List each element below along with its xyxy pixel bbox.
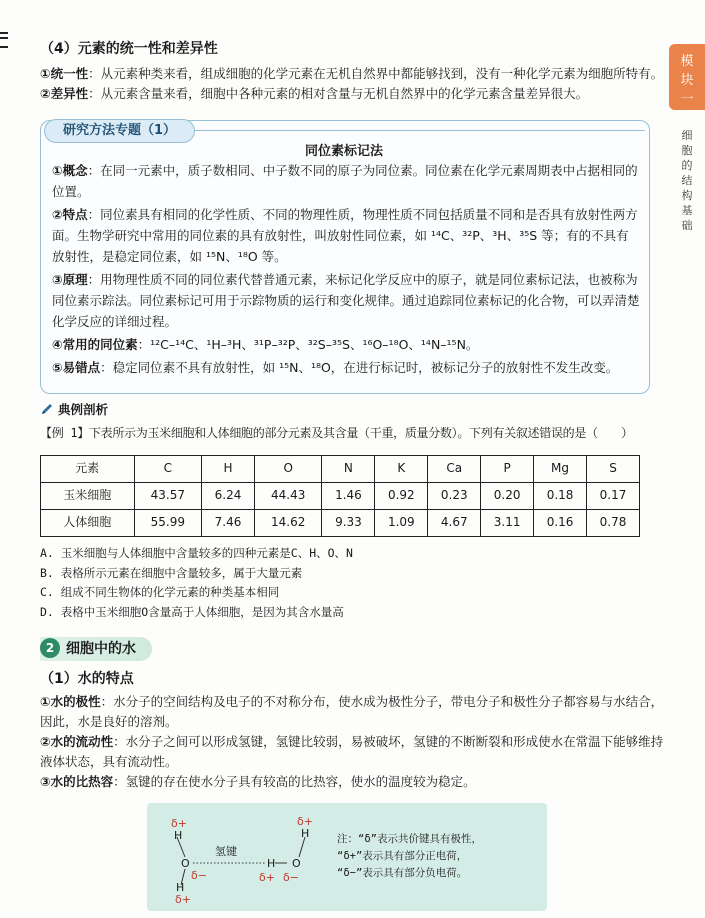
table-cell: 44.43: [254, 483, 322, 510]
table-header-cell: Mg: [534, 456, 587, 483]
table-cell: 0.16: [534, 510, 587, 537]
table-header-cell: P: [481, 456, 534, 483]
table-cell: 7.46: [202, 510, 255, 537]
method-tab: 研究方法专题（1）: [44, 119, 195, 143]
method-p4: [52, 334, 640, 355]
p4-label: ④常用的同位素: [52, 337, 138, 352]
p3-label: ③原理: [52, 272, 88, 287]
p1-text: ：在同一元素中，质子数相同、中子数不同的原子为同位素。同位素在化学元素周期表中占据相同的位置。: [52, 163, 638, 199]
section-title: 细胞中的水: [66, 641, 136, 657]
p4-text: ：¹²C–¹⁴C、¹H–³H、³¹P–³²P、³²S–³⁵S、¹⁶O–¹⁸O、¹⁴N–¹⁵N。: [137, 337, 479, 352]
method-title: 同位素标记法: [304, 144, 383, 159]
example-question: 【例 1】下表所示为玉米细胞和人体细胞的部分元素及其含量（干重，质量分数）。下列有关叙述错误的是（ ）: [40, 426, 633, 440]
table-header-cell: H: [202, 456, 255, 483]
table-cell: 1.09: [375, 510, 428, 537]
table-cell: 1.46: [322, 483, 375, 510]
water-p2: [40, 732, 670, 772]
p5-label: ⑤易错点: [52, 360, 101, 375]
atom-label: H: [301, 827, 310, 840]
pen-icon: [40, 402, 54, 416]
method-p2: [52, 204, 640, 267]
water-section: [40, 668, 670, 792]
table-cell: 人体细胞: [41, 510, 135, 537]
diff-label: ②差异性: [40, 86, 89, 102]
module-tab: [669, 44, 705, 110]
table-header-cell: O: [254, 456, 322, 483]
table-header-cell: K: [375, 456, 428, 483]
polarity-label: ①水的极性: [40, 694, 101, 710]
atom-label: H: [174, 829, 183, 842]
water-subheading: （1）水的特点: [40, 671, 134, 687]
method-p5: [52, 357, 640, 378]
unity-paragraph: [40, 64, 670, 84]
p5-text: ：稳定同位素不具有放射性，如 ¹⁵N、¹⁸O，在进行标记时，被标记分子的放射性不发生改变。: [100, 360, 619, 375]
bond-label: 氢键: [215, 845, 237, 858]
table-cell: 0.92: [375, 483, 428, 510]
module-label-char: 结: [681, 174, 693, 187]
option-d: D. 表格中玉米细胞O含量高于人体细胞，是因为其含水量高: [40, 604, 344, 619]
option-c: C. 组成不同生物体的化学元素的种类基本相同: [40, 585, 280, 599]
module-tab-char: 一: [680, 92, 694, 107]
option-a: A. 玉米细胞与人体细胞中含量较多的四种元素是C、H、O、N: [40, 546, 353, 560]
charge-label: δ−: [191, 869, 207, 882]
box-divider: [175, 130, 645, 131]
p2-label: ②特点: [52, 207, 88, 222]
table-cell: 0.20: [481, 483, 534, 510]
polarity-text: ：水分子的空间结构及电子的不对称分布，使水成为极性分子，带电分子和极性分子都容易与水结合，因此，水是良好的溶剂。: [40, 694, 664, 730]
charge-label: δ+: [175, 893, 191, 906]
table-cell: 9.33: [322, 510, 375, 537]
table-cell: 玉米细胞: [41, 483, 135, 510]
diagram-note: [337, 831, 542, 882]
hydrogen-bond-diagram: [147, 803, 547, 911]
heat-text: ：氢键的存在使水分子具有较高的比热容，使水的温度较为稳定。: [113, 774, 476, 790]
table-cell: 4.67: [428, 510, 481, 537]
heat-label: ③水的比热容: [40, 774, 114, 790]
module-label-char: 细: [681, 129, 693, 142]
table-header-cell: C: [134, 456, 202, 483]
fluidity-text: ：水分子之间可以形成氢键，氢键比较弱，易被破坏，氢键的不断断裂和形成使水在常温下能够维持液体状态，具有流动性。: [40, 734, 664, 770]
table-header-cell: 元素: [41, 456, 135, 483]
binding-mark: [0, 32, 8, 48]
diff-text: ：从元素含量来看，细胞中各种元素的相对含量与无机自然界中的化学元素含量差异很大。: [88, 86, 589, 102]
module-label-char: 的: [681, 159, 693, 172]
section-heading: （4）元素的统一性和差异性: [40, 41, 218, 57]
module-tab-char: 块: [680, 73, 694, 88]
section-number: 2: [40, 638, 60, 658]
section-unity: [40, 38, 670, 104]
module-label-char: 础: [681, 219, 693, 232]
table-header-cell: Ca: [428, 456, 481, 483]
note-line: “δ+”表示具有部分正电荷，: [337, 850, 468, 862]
p3-text: ：用物理性质不同的同位素代替普通元素，来标记化学反应中的原子，就是同位素标记法，也被称为同位素示踪法。同位素标记可用于示踪物质的运行和变化规律。通过追踪同位素标记的化合物，可以弄清楚化学反应的详细过程。: [52, 272, 640, 329]
example-heading-row: [40, 400, 670, 420]
unity-text: ：从元素种类来看，组成细胞的化学元素在无机自然界中都能够找到，没有一种化学元素为细胞所特有。: [88, 66, 664, 82]
atom-label: H: [176, 881, 185, 894]
water-p3: [40, 772, 670, 792]
table-row: [41, 510, 640, 537]
section-badge: [40, 637, 152, 661]
water-p1: [40, 692, 670, 732]
table-cell: 14.62: [254, 510, 322, 537]
charge-label: δ−: [283, 871, 299, 884]
option-b: B. 表格所示元素在细胞中含量较多，属于大量元素: [40, 565, 303, 580]
table-header-cell: N: [322, 456, 375, 483]
example-heading: 典例剖析: [57, 402, 108, 417]
module-label-char: 构: [681, 189, 693, 202]
table-cell: 0.23: [428, 483, 481, 510]
atom-label: O: [181, 857, 190, 870]
table-cell: 3.11: [481, 510, 534, 537]
unity-label: ①统一性: [40, 66, 89, 82]
note-line: “δ−”表示具有部分负电荷。: [337, 867, 468, 879]
table-cell: 6.24: [202, 483, 255, 510]
atom-label: O: [292, 857, 301, 870]
table-cell: 55.99: [134, 510, 202, 537]
p1-label: ①概念: [52, 163, 88, 178]
table-header-row: [41, 456, 640, 483]
method-p1: [52, 160, 640, 202]
table-cell: 0.78: [587, 510, 640, 537]
p2-text: ：同位素具有相同的化学性质、不同的物理性质，物理性质不同包括质量不同和是否具有放射性两方面。生物学研究中常用的同位素的具有放射性，叫放射性同位素，如 ¹⁴C、³²P、³H、³⁵S 等；有的不具有放射性，是稳定同位素，如 ¹⁵N、¹⁸O 等。: [52, 207, 638, 264]
table-cell: 0.17: [587, 483, 640, 510]
table-header-cell: S: [587, 456, 640, 483]
note-line: 注：“δ”表示共价键具有极性，: [337, 833, 482, 845]
charge-label: δ+: [259, 871, 275, 884]
table-row: [41, 483, 640, 510]
module-label: [675, 128, 699, 233]
table-cell: 0.18: [534, 483, 587, 510]
table-cell: 43.57: [134, 483, 202, 510]
module-tab-char: 模: [680, 54, 694, 69]
fluidity-label: ②水的流动性: [40, 734, 114, 750]
element-table: [40, 455, 640, 537]
charge-label: δ+: [297, 815, 313, 828]
method-p3: [52, 269, 640, 332]
options-list: [40, 544, 353, 622]
charge-label: δ+: [171, 817, 187, 830]
method-body: [52, 160, 640, 380]
module-label-char: 基: [681, 204, 693, 217]
atom-label: H: [267, 857, 276, 870]
diff-paragraph: [40, 84, 670, 104]
module-label-char: 胞: [681, 144, 693, 157]
